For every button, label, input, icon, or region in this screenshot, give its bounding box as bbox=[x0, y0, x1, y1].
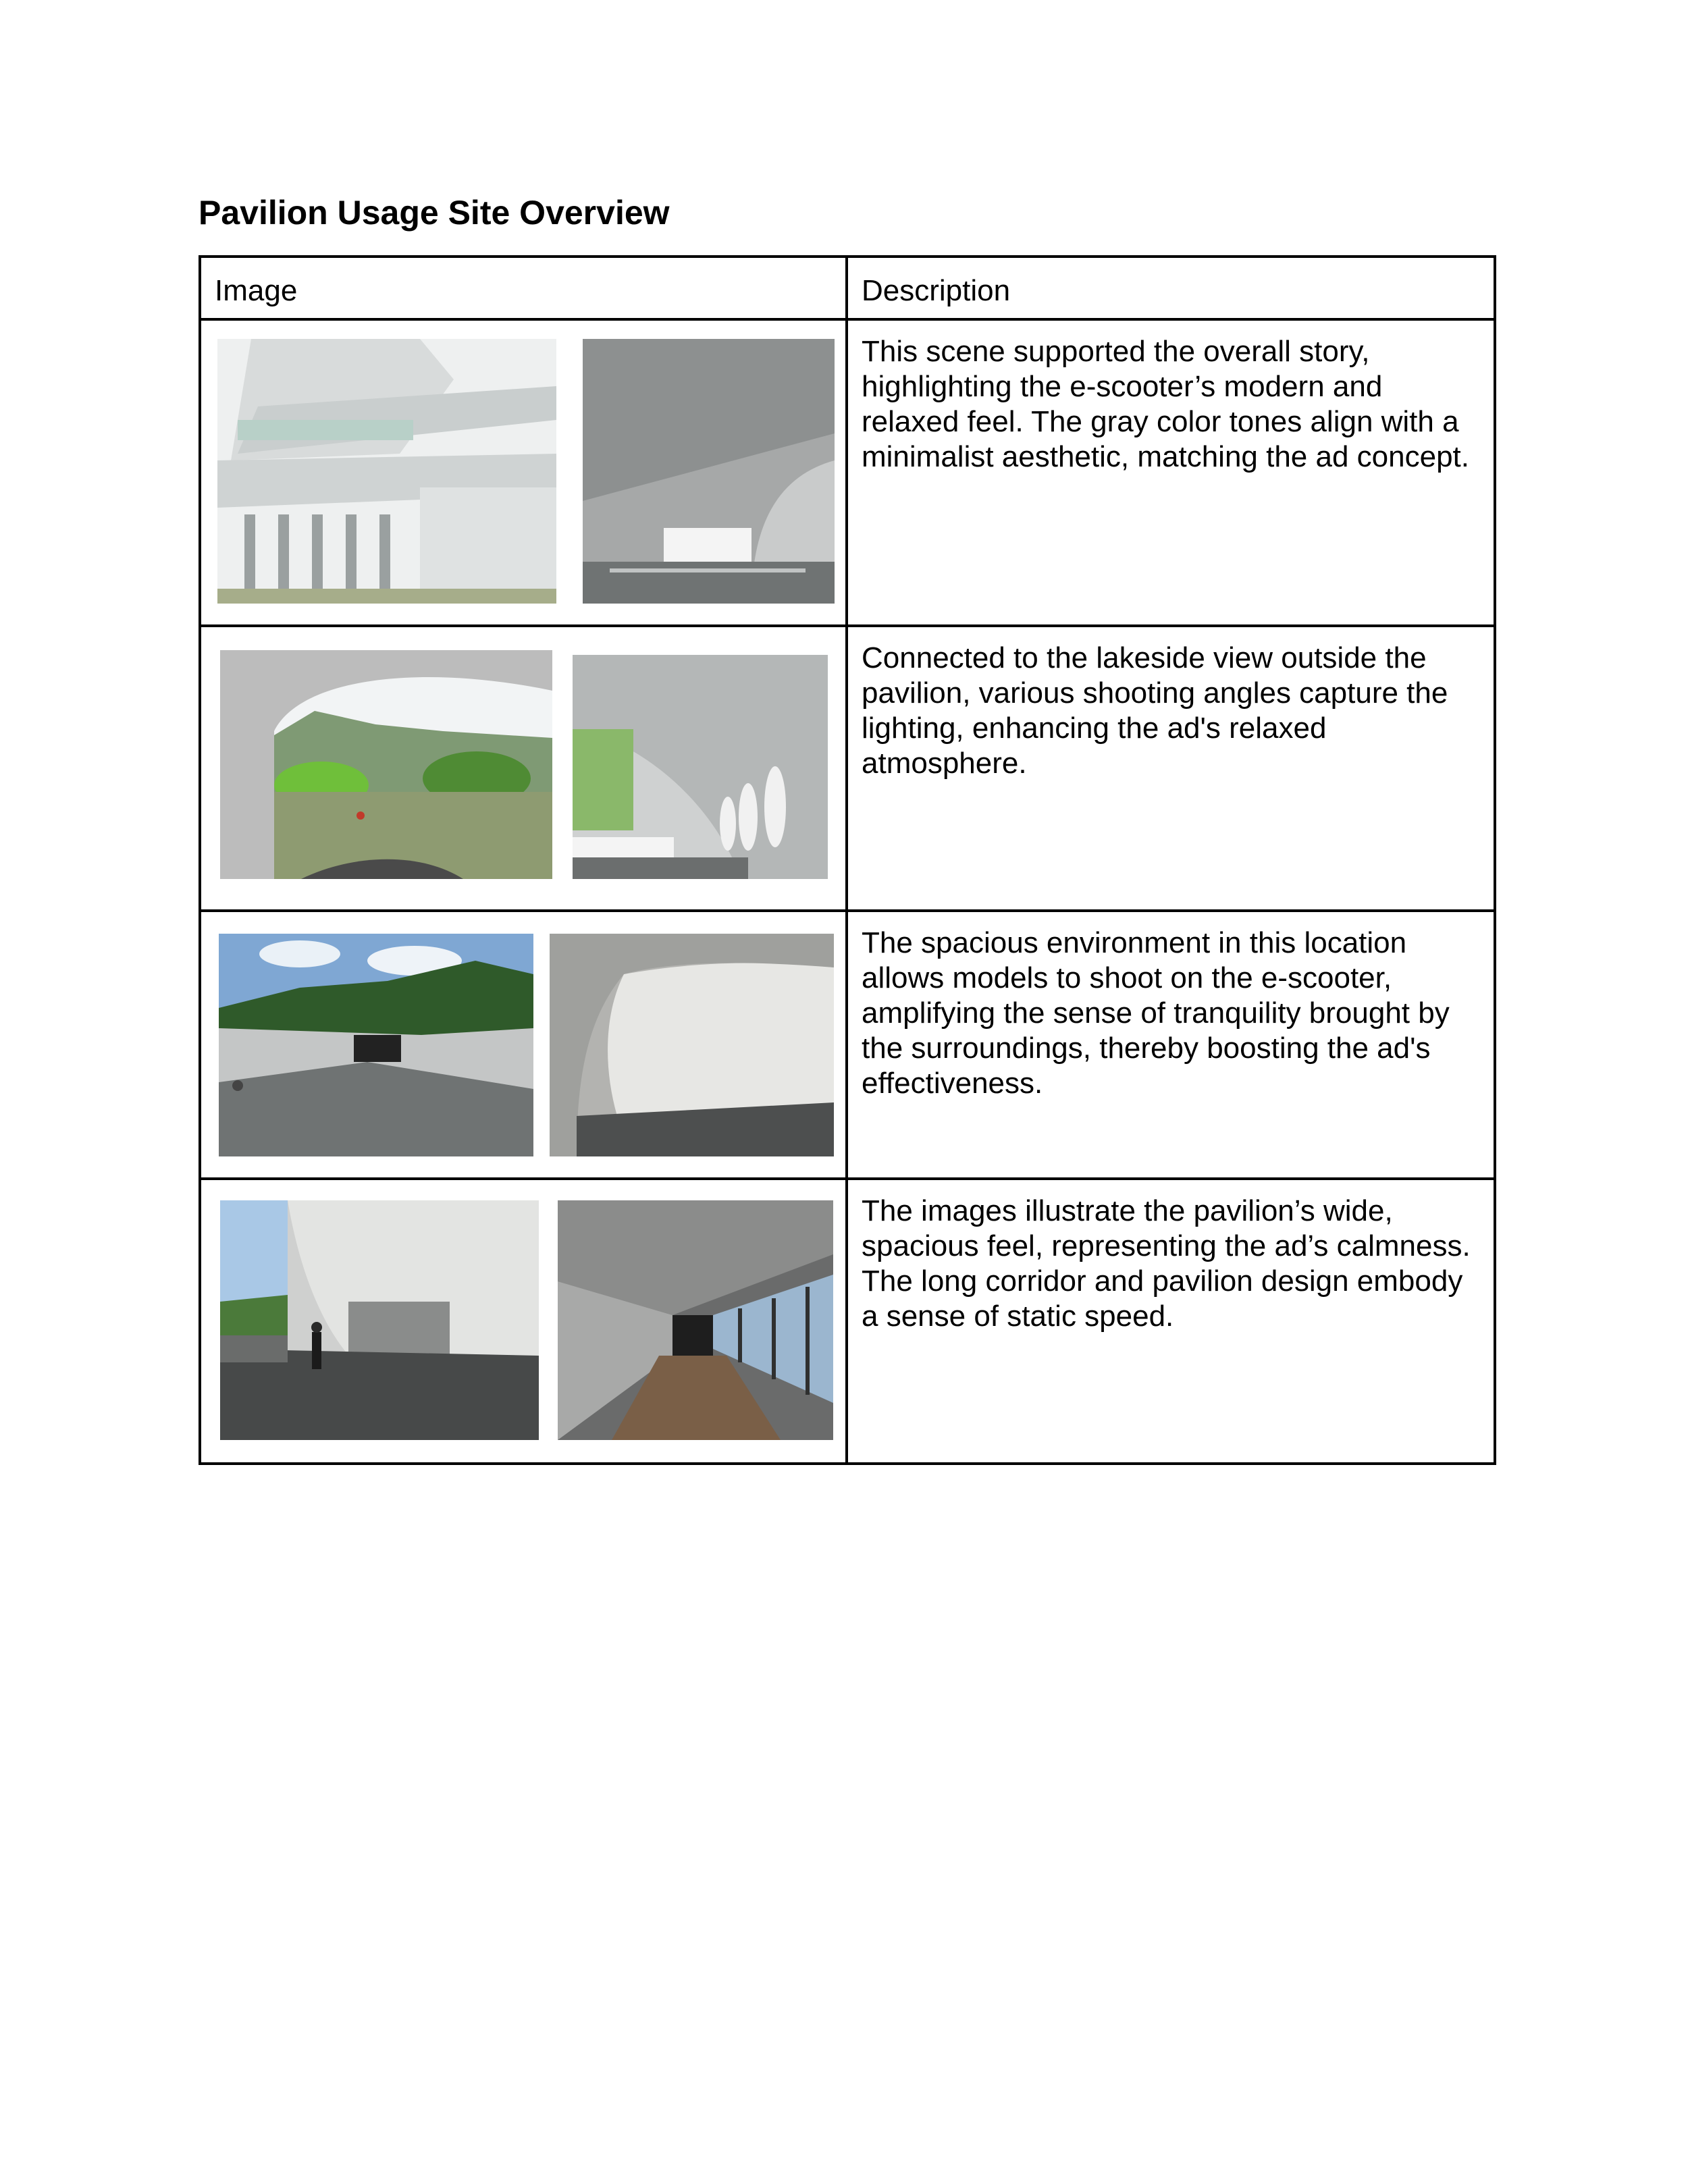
table-row bbox=[200, 911, 1495, 1179]
image-cell bbox=[200, 1179, 847, 1464]
table-row bbox=[200, 626, 1495, 911]
table-header-row bbox=[200, 257, 1495, 319]
overview-table bbox=[199, 255, 1496, 1465]
header-description: Description bbox=[847, 257, 1495, 319]
curved-interior-photo bbox=[550, 934, 834, 1156]
pavilion-underside-photo bbox=[583, 339, 835, 604]
table-row bbox=[200, 319, 1495, 626]
pavilion-exterior-photo bbox=[217, 339, 556, 604]
curved-corridor-photo bbox=[573, 655, 828, 879]
description-cell: The images illustrate the pavilion’s wide, spacious feel, representing the ad’s calmness. The long corridor and pavilion design embody a sense of static speed. bbox=[847, 1179, 1495, 1464]
page-title: Pavilion Usage Site Overview bbox=[199, 194, 670, 232]
image-cell bbox=[200, 911, 847, 1179]
ramp-hillside-photo bbox=[219, 934, 533, 1156]
image-cell bbox=[200, 319, 847, 626]
description-cell: The spacious environment in this location allows models to shoot on the e-scooter, amplifying the sense of tranquility brought by the surroundings, thereby boosting the ad's effectiveness. bbox=[847, 911, 1495, 1179]
description-cell: Connected to the lakeside view outside the pavilion, various shooting angles capture the lighting, enhancing the ad's relaxed atmosphere. bbox=[847, 626, 1495, 911]
description-cell: This scene supported the overall story, highlighting the e-scooter’s modern and relaxed feel. The gray color tones align with a minimalist aesthetic, matching the ad concept. bbox=[847, 319, 1495, 626]
wide-tunnel-person-photo bbox=[220, 1200, 539, 1440]
table-row bbox=[200, 1179, 1495, 1464]
image-cell bbox=[200, 626, 847, 911]
lakeside-view-photo bbox=[220, 650, 552, 879]
long-corridor-windows-photo bbox=[558, 1200, 833, 1440]
header-image: Image bbox=[200, 257, 847, 319]
